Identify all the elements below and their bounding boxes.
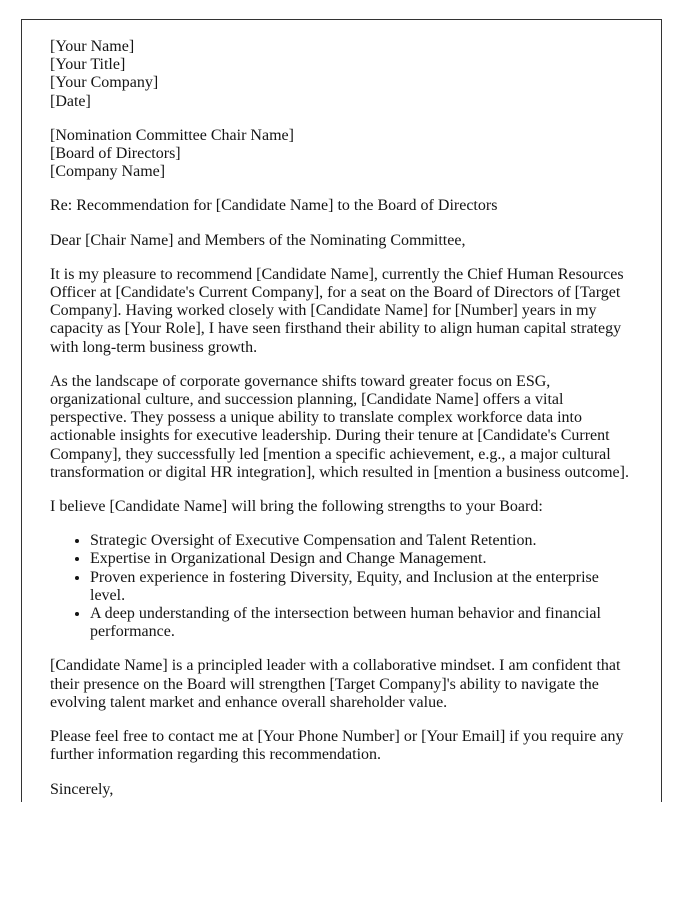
salutation: Dear [Chair Name] and Members of the Nominating Committee, bbox=[50, 231, 466, 249]
strength-item-org-design: • Expertise in Organizational Design and Change Management. bbox=[90, 550, 633, 568]
letter-date: [Date] bbox=[50, 92, 91, 110]
paragraph-endorsement: [Candidate Name] is a principled leader with a collaborative mindset. I am confident that their presence on the Board will strengthen [Target Company]'s ability to navigate the evolving talent market and enhance overall shareholder value. bbox=[50, 657, 621, 711]
strength-item-behavior-finance: • A deep understanding of the intersection between human behavior and financial performance. bbox=[90, 605, 633, 641]
sender-block bbox=[50, 38, 633, 111]
paragraph-contact: Please feel free to contact me at [Your Phone Number] or [Your Email] if you require any further information regarding this recommendation. bbox=[50, 728, 624, 764]
paragraph-strengths-intro: I believe [Candidate Name] will bring the following strengths to your Board: bbox=[50, 498, 543, 516]
recipient-company: [Company Name] bbox=[50, 163, 166, 181]
paragraph-context: As the landscape of corporate governance shifts toward greater focus on ESG, organizational culture, and succession planning, [Candidate Name] offers a vital perspective. They possess a unique ability to translate complex workforce data into actionable insights for executive leadership. During their tenure at [Candidate's Current Company], they successfully led [mention a specific achievement, e.g., a major cultural transformation or digital HR integration], which resulted in [mention a business outcome]. bbox=[50, 372, 629, 481]
paragraph-intro: It is my pleasure to recommend [Candidate Name], currently the Chief Human Resources Officer at [Candidate's Current Company], for a seat on the Board of Directors of [Target Company]. Having worked closely with [Candidate Name] for [Number] years in my capacity as [Your Role], I have seen firsthand their ability to align human capital strategy with long-term business growth. bbox=[50, 265, 624, 356]
recipient-chair: [Nomination Committee Chair Name] bbox=[50, 126, 294, 144]
strength-item-dei: • Proven experience in fostering Diversity, Equity, and Inclusion at the enterprise level. bbox=[90, 569, 633, 605]
letter-container bbox=[21, 19, 662, 802]
closing: Sincerely, bbox=[50, 780, 114, 798]
sender-title: [Your Title] bbox=[50, 56, 126, 74]
recipient-board: [Board of Directors] bbox=[50, 145, 181, 163]
sender-name: [Your Name] bbox=[50, 38, 135, 55]
subject-line: Re: Recommendation for [Candidate Name] to the Board of Directors bbox=[50, 197, 498, 215]
strengths-list bbox=[50, 532, 633, 641]
sender-company: [Your Company] bbox=[50, 74, 159, 92]
strength-item-compensation: • Strategic Oversight of Executive Compensation and Talent Retention. bbox=[90, 532, 633, 550]
recipient-block bbox=[50, 127, 633, 182]
